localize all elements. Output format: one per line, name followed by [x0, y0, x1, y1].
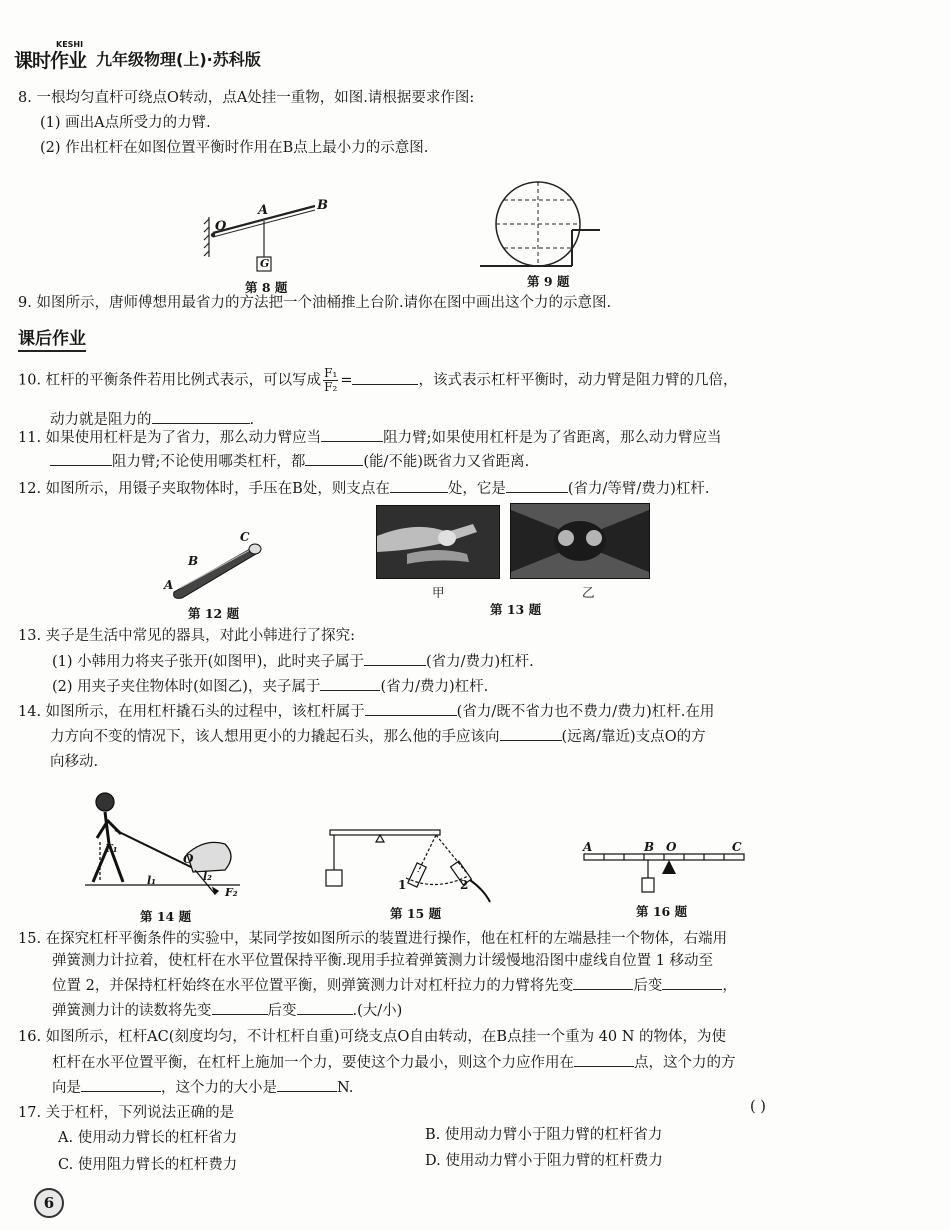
- q11-text-3: 阻力臂;不论使用哪类杠杆，都: [112, 454, 306, 470]
- q11-text-1: 如果使用杠杆是为了省力，那么动力臂应当: [45, 430, 322, 446]
- q11-text-2: 阻力臂;如果使用杠杆是为了省距离，那么动力臂应当: [383, 430, 722, 446]
- fig13-label-yi: 乙: [582, 585, 595, 600]
- q15-text-3b: 后变: [633, 978, 663, 994]
- q15-number: 15.: [18, 931, 42, 947]
- q17-stem: [18, 1103, 234, 1123]
- logo-text: 课时作业: [14, 50, 87, 72]
- q10-text-1: 杠杆的平衡条件若用比例式表示，可以写成: [45, 372, 322, 389]
- fig14-label-O: O: [183, 852, 194, 866]
- q12-text-1: 如图所示，用镊子夹取物体时，手压在B处，则支点在: [45, 481, 390, 497]
- figure-16: [578, 838, 753, 903]
- q15-line4: [52, 1000, 402, 1021]
- q14-number: 14.: [18, 704, 42, 720]
- q11-blank-1[interactable]: [321, 427, 383, 442]
- fig8-label-A: A: [258, 203, 269, 218]
- publisher-logo: [14, 40, 92, 74]
- section-title: 课后作业: [18, 324, 86, 352]
- fig16-caption: 第 16 题: [636, 904, 688, 919]
- fig15-caption: 第 15 题: [390, 906, 442, 921]
- q10-blank-2[interactable]: [152, 409, 250, 424]
- figure-12-tweezers-diagram: [160, 530, 270, 605]
- fig8-label-O: O: [215, 219, 227, 234]
- q11-blank-3[interactable]: [305, 451, 363, 466]
- q12-blank-1[interactable]: [390, 478, 448, 493]
- q13-blank-1[interactable]: [364, 651, 426, 666]
- fig13-caption: 第 13 题: [490, 602, 542, 617]
- q8-sub2: (2) 作出杠杆在如图位置平衡时作用在B点上最小力的示意图.: [40, 140, 429, 156]
- q13-sub1-text-a: (1) 小韩用力将夹子张开(如图甲)，此时夹子属于: [52, 654, 364, 670]
- q10-text-3: ，该式表示杠杆平衡时，动力臂是阻力臂的几倍，: [418, 372, 738, 389]
- figure-12: [160, 530, 270, 605]
- q13-blank-2[interactable]: [320, 676, 380, 691]
- figure-13-photo-jia: [376, 505, 500, 579]
- figure-9-oil-drum-diagram: [480, 178, 600, 278]
- figure-15-spring-scale-diagram: [318, 820, 508, 905]
- figure-13-photo-yi: [510, 503, 650, 579]
- fig14-label-F1: F₁: [105, 842, 118, 855]
- q10-text-4: 动力就是阻力的: [50, 412, 152, 428]
- q16-line3: [52, 1077, 353, 1098]
- header-title: 九年级物理(上)·苏科版: [96, 50, 261, 69]
- q15-text-1: 在探究杠杆平衡条件的实验中，某同学按如图所示的装置进行操作，他在杠杆的左端悬挂一个物体，右端用: [45, 931, 728, 947]
- fig15-label-2: 2: [460, 878, 469, 892]
- fig15-label-1: 1: [398, 878, 407, 892]
- fig14-caption: 第 14 题: [140, 909, 192, 924]
- q17-text: 关于杠杆，下列说法正确的是: [45, 1105, 235, 1121]
- q13-stem: [18, 626, 355, 646]
- q17-choice-B[interactable]: B. 使用动力臂小于阻力臂的杠杆省力: [425, 1127, 663, 1143]
- q14-blank-1[interactable]: [365, 701, 457, 716]
- clip-closed-photo: [511, 504, 649, 578]
- q15-text-4a: 弹簧测力计的读数将先变: [52, 1003, 212, 1019]
- q15-blank-3[interactable]: [212, 1000, 268, 1015]
- q9-number: 9.: [18, 295, 32, 311]
- q16-blank-1[interactable]: [574, 1052, 634, 1067]
- fig14-label-l2: l₂: [203, 870, 212, 883]
- q17-answer-paren[interactable]: ( ): [750, 1099, 766, 1115]
- q12-text-3: (省力/等臂/费力)杠杆.: [567, 481, 710, 497]
- q15-text-4b: 后变: [267, 1003, 297, 1019]
- fig12-caption: 第 12 题: [188, 606, 240, 621]
- q13-number: 13.: [18, 628, 42, 644]
- q15-line3: [52, 975, 737, 996]
- figure-14: [75, 782, 250, 902]
- q8-number: 8.: [18, 90, 32, 106]
- q8-text: 一根均匀直杆可绕点O转动，点A处挂一重物，如图.请根据要求作图:: [36, 90, 475, 106]
- fig14-label-F2: F₂: [225, 886, 238, 899]
- q16-text-3b: ，这个力的大小是: [161, 1080, 277, 1096]
- q10-frac-den: F₂: [324, 380, 338, 394]
- q11-text-4: (能/不能)既省力又省距离.: [363, 454, 530, 470]
- q16-text-3c: N.: [337, 1080, 354, 1096]
- q14-text-3: 力方向不变的情况下，该人想用更小的力撬起石头，那么他的手应该向: [50, 729, 500, 745]
- q11-line1: [18, 427, 722, 448]
- q15-blank-4[interactable]: [297, 1000, 353, 1015]
- q11-number: 11.: [18, 430, 42, 446]
- header: [14, 40, 414, 74]
- q13-sub2-text-b: (省力/费力)杠杆.: [380, 679, 489, 695]
- q15-blank-1[interactable]: [573, 975, 633, 990]
- q10-number: 10.: [18, 372, 42, 389]
- fig8-label-G: G: [260, 257, 270, 270]
- fig12-label-C: C: [240, 530, 250, 544]
- q10-frac-num: F₁: [324, 366, 338, 380]
- clip-open-photo: [377, 506, 499, 578]
- q17-choice-D[interactable]: D. 使用动力臂小于阻力臂的杠杆费力: [425, 1153, 663, 1169]
- q15-text-3c: ，: [722, 978, 737, 994]
- q9-text: 如图所示，唐师傅想用最省力的方法把一个油桶推上台阶.请你在图中画出这个力的示意图.: [36, 295, 612, 311]
- fig12-label-A: A: [164, 578, 174, 592]
- fig8-caption: 第 8 题: [245, 280, 288, 295]
- q13-sub1: [52, 651, 534, 672]
- q10-text-5: .: [249, 412, 255, 428]
- q15-line2: 弹簧测力计拉着，使杠杆在水平位置保持平衡.现用手拉着弹簧测力计缓慢地沿图中虚线自位置 1 移动至: [52, 953, 714, 969]
- figure-15: [318, 820, 508, 905]
- q16-number: 16.: [18, 1029, 42, 1045]
- q11-blank-2[interactable]: [50, 451, 112, 466]
- q14-line2: [50, 726, 706, 747]
- fig16-label-A: A: [583, 840, 593, 854]
- q17-choice-A[interactable]: A. 使用动力臂长的杠杆省力: [58, 1130, 238, 1146]
- q14-text-1: 如图所示，在用杠杆撬石头的过程中，该杠杆属于: [45, 704, 365, 720]
- figure-14-crowbar-diagram: [75, 782, 250, 902]
- q14-blank-2[interactable]: [500, 726, 562, 741]
- q15-blank-2[interactable]: [662, 975, 722, 990]
- q13-sub2-text-a: (2) 用夹子夹住物体时(如图乙)，夹子属于: [52, 679, 321, 695]
- q17-number: 17.: [18, 1105, 42, 1121]
- q8-stem: [18, 88, 474, 108]
- page-number: 6: [43, 1194, 55, 1212]
- fig16-label-O: O: [666, 840, 677, 854]
- fig16-label-C: C: [732, 840, 742, 854]
- page-number-badge: [34, 1188, 64, 1218]
- q15-line1: [18, 929, 727, 949]
- q15-text-4c: .(大/小): [352, 1003, 403, 1019]
- q12-number: 12.: [18, 481, 42, 497]
- q12-line1: [18, 478, 710, 499]
- q10-line1: [18, 367, 737, 394]
- q13-text: 夹子是生活中常见的器具，对此小韩进行了探究:: [45, 628, 356, 644]
- logo-sub: KESHI: [56, 40, 84, 49]
- q17-choice-C[interactable]: C. 使用阻力臂长的杠杆费力: [58, 1157, 238, 1173]
- fig12-label-B: B: [188, 554, 199, 568]
- q12-text-2: 处，它是: [447, 481, 506, 497]
- q16-text-2a: 杠杆在水平位置平衡，在杠杆上施加一个力，要使这个力最小，则这个力应作用在: [52, 1055, 574, 1071]
- figure-9: [480, 178, 600, 278]
- q8-sub1: (1) 画出A点所受力的力臂.: [40, 115, 211, 131]
- q14-text-2: (省力/既不省力也不费力/费力)杠杆.在用: [456, 704, 715, 720]
- q16-text-2b: 点，这个力的方: [634, 1055, 736, 1071]
- q10-fraction: [323, 367, 338, 394]
- fig8-label-B: B: [317, 198, 328, 213]
- q13-sub2: [52, 676, 488, 697]
- q16-blank-2[interactable]: [81, 1077, 161, 1092]
- q10-blank-1[interactable]: [352, 370, 418, 385]
- q16-line2: [52, 1052, 736, 1073]
- figure-8: [195, 195, 345, 290]
- q16-blank-3[interactable]: [277, 1077, 337, 1092]
- q14-line3: 向移动.: [50, 754, 99, 770]
- q9-stem: [18, 293, 611, 313]
- fig16-label-B: B: [644, 840, 655, 854]
- q16-text-3a: 向是: [52, 1080, 81, 1096]
- q12-blank-2[interactable]: [506, 478, 568, 493]
- q10-text-2: =: [340, 372, 353, 389]
- q15-text-3a: 位置 2，并保持杠杆始终在水平位置平衡，则弹簧测力计对杠杆拉力的力臂将先变: [52, 978, 574, 994]
- q16-line1: [18, 1027, 726, 1047]
- fig9-caption: 第 9 题: [527, 274, 570, 289]
- q14-text-4: (远离/靠近)支点O的方: [561, 729, 706, 745]
- q16-text-1: 如图所示，杠杆AC(刻度均匀，不计杠杆自重)可绕支点O自由转动，在B点挂一个重为 40 N 的物体，为使: [45, 1029, 727, 1045]
- q13-sub1-text-b: (省力/费力)杠杆.: [425, 654, 534, 670]
- q11-line2: [50, 451, 529, 472]
- fig13-label-jia: 甲: [432, 585, 445, 600]
- q14-line1: [18, 701, 714, 722]
- fig14-label-l1: l₁: [147, 874, 156, 887]
